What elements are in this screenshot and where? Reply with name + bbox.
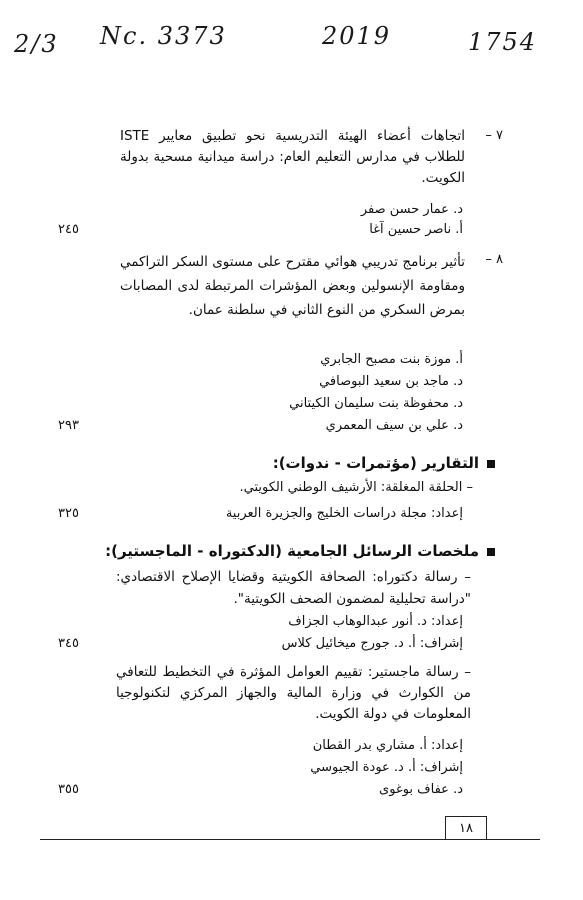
item-8-number: ٨ – (485, 252, 503, 267)
square-bullet-icon (487, 548, 495, 556)
thesis-2-prepared-by: إعداد: أ. مشاري بدر القطان (312, 738, 463, 753)
item-7-number: ٧ – (485, 128, 503, 143)
theses-heading (105, 542, 495, 560)
thesis-2-reviewer: د. عفاف بوغوى (379, 782, 463, 797)
item-7-author-2: أ. ناصر حسين آغا (369, 222, 463, 237)
handwritten-year: 2019 (322, 22, 392, 50)
item-7-page-number: ٢٤٥ (58, 222, 79, 237)
item-8-author-1: أ. موزة بنت مصبح الجابري (320, 352, 463, 367)
reports-prepared-by: إعداد: مجلة دراسات الخليج والجزيرة العربية (225, 506, 463, 521)
item-8-page-number: ٢٩٣ (58, 418, 79, 433)
theses-heading-text: ملخصات الرسائل الجامعية (الدكتوراه - الماجستير): (105, 542, 479, 560)
handwritten-code: 1754 (468, 28, 538, 56)
reports-entry: – الحلقة المغلقة: الأرشيف الوطني الكويتي. (239, 480, 473, 495)
reports-page-number: ٣٢٥ (58, 506, 79, 521)
thesis-1-prepared-by: إعداد: د. أنور عبدالوهاب الجزاف (288, 614, 463, 629)
page-number-box: ١٨ (445, 816, 487, 840)
square-bullet-icon (487, 460, 495, 468)
item-8-author-4: د. علي بن سيف المعمري (325, 418, 463, 433)
thesis-1-supervisor: إشراف: أ. د. جورج ميخائيل كلاس (281, 636, 463, 651)
footer-rule (40, 839, 540, 840)
thesis-2-page-number: ٣٥٥ (58, 782, 79, 797)
thesis-2-supervisor: إشراف: أ. د. عودة الجيوسي (310, 760, 463, 775)
thesis-1-page-number: ٣٤٥ (58, 636, 79, 651)
item-8-title: تأثير برنامج تدريبي هوائي مقترح على مستوى السكر التراكمي ومقاومة الإنسولين وبعض المؤشرات المرتبطة لدى المصابات بمرض السكري من النوع الثاني في سلطنة عمان. (120, 254, 465, 318)
reports-heading-text: التقارير (مؤتمرات - ندوات): (272, 454, 479, 472)
thesis-1-title: – رسالة دكتوراه: الصحافة الكويتية وقضايا الإصلاح الاقتصادي: "دراسة تحليلية لمضمون الصحف الكويتية". (116, 569, 471, 607)
item-8-author-2: د. ماجد بن سعيد البوصافي (319, 374, 463, 389)
thesis-2-title: – رسالة ماجستير: تقييم العوامل المؤثرة في التخطيط للتعافي من الكوارث في وزارة المالية والجهاز المركزي لتكنولوجيا المعلومات في دولة الكويت. (116, 664, 471, 722)
handwritten-page-fraction: 2/3 (14, 30, 59, 58)
reports-heading (273, 454, 495, 472)
item-7-author-1: د. عمار حسن صفر (360, 202, 463, 217)
item-7-title: اتجاهات أعضاء الهيئة التدريسية نحو تطبيق معايير ISTE للطلاب في مدارس التعليم العام: دراسة ميدانية مسحية بدولة الكويت. (120, 128, 465, 186)
handwritten-reference-number: Nc. 3373 (100, 22, 227, 50)
item-8-author-3: د. محفوظة بنت سليمان الكيتاني (289, 396, 463, 411)
